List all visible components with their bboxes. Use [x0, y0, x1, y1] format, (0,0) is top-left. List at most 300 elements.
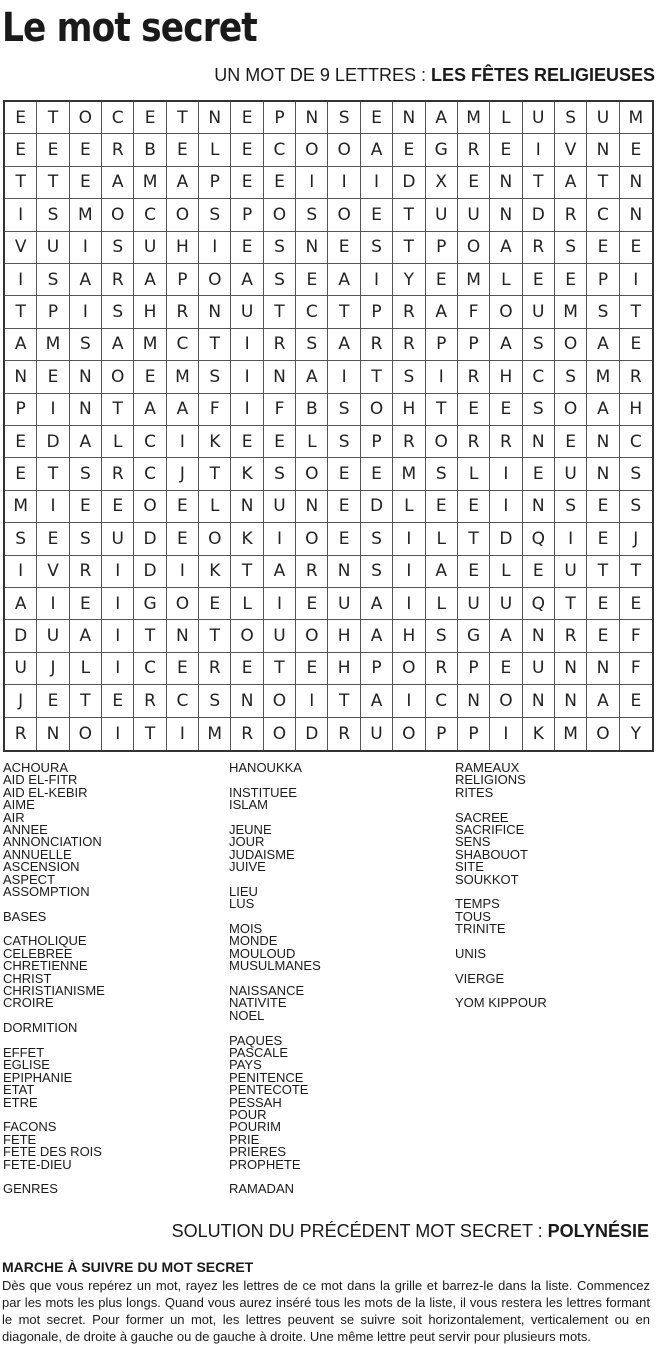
- grid-cell[interactable]: S: [328, 394, 360, 426]
- grid-cell[interactable]: L: [426, 588, 458, 620]
- grid-cell[interactable]: N: [70, 361, 102, 393]
- grid-cell[interactable]: I: [102, 588, 134, 620]
- grid-cell[interactable]: I: [5, 556, 37, 588]
- grid-cell[interactable]: I: [393, 556, 425, 588]
- grid-cell[interactable]: S: [361, 556, 393, 588]
- grid-cell[interactable]: S: [393, 361, 425, 393]
- grid-cell[interactable]: E: [523, 556, 555, 588]
- grid-cell[interactable]: E: [328, 523, 360, 555]
- grid-cell[interactable]: G: [426, 134, 458, 166]
- grid-cell[interactable]: T: [134, 718, 166, 750]
- grid-cell[interactable]: A: [264, 556, 296, 588]
- grid-cell[interactable]: H: [328, 653, 360, 685]
- grid-cell[interactable]: D: [296, 718, 328, 750]
- grid-cell[interactable]: K: [523, 718, 555, 750]
- grid-cell[interactable]: R: [523, 232, 555, 264]
- grid-cell[interactable]: F: [199, 394, 231, 426]
- grid-cell[interactable]: E: [70, 167, 102, 199]
- grid-cell[interactable]: I: [393, 588, 425, 620]
- grid-cell[interactable]: V: [555, 134, 587, 166]
- grid-cell[interactable]: A: [70, 620, 102, 652]
- grid-cell[interactable]: O: [490, 685, 522, 717]
- grid-cell[interactable]: N: [490, 199, 522, 231]
- grid-cell[interactable]: O: [167, 199, 199, 231]
- grid-cell[interactable]: N: [555, 685, 587, 717]
- grid-cell[interactable]: E: [231, 167, 263, 199]
- grid-cell[interactable]: E: [167, 523, 199, 555]
- grid-cell[interactable]: N: [523, 685, 555, 717]
- grid-cell[interactable]: P: [458, 329, 490, 361]
- grid-cell[interactable]: E: [328, 458, 360, 490]
- grid-cell[interactable]: C: [587, 199, 619, 231]
- grid-cell[interactable]: H: [393, 620, 425, 652]
- grid-cell[interactable]: U: [523, 296, 555, 328]
- grid-cell[interactable]: A: [231, 264, 263, 296]
- grid-cell[interactable]: E: [167, 134, 199, 166]
- grid-cell[interactable]: A: [587, 394, 619, 426]
- grid-cell[interactable]: E: [587, 523, 619, 555]
- grid-cell[interactable]: U: [264, 491, 296, 523]
- grid-cell[interactable]: E: [361, 102, 393, 134]
- grid-cell[interactable]: H: [393, 394, 425, 426]
- grid-cell[interactable]: A: [134, 394, 166, 426]
- grid-cell[interactable]: E: [199, 588, 231, 620]
- grid-cell[interactable]: E: [523, 264, 555, 296]
- grid-cell[interactable]: O: [102, 199, 134, 231]
- grid-cell[interactable]: S: [296, 199, 328, 231]
- grid-cell[interactable]: N: [620, 199, 652, 231]
- grid-cell[interactable]: R: [70, 556, 102, 588]
- grid-cell[interactable]: R: [393, 426, 425, 458]
- grid-cell[interactable]: O: [555, 394, 587, 426]
- grid-cell[interactable]: O: [296, 523, 328, 555]
- grid-cell[interactable]: O: [70, 718, 102, 750]
- grid-cell[interactable]: A: [426, 102, 458, 134]
- grid-cell[interactable]: J: [37, 653, 69, 685]
- grid-cell[interactable]: M: [555, 718, 587, 750]
- grid-cell[interactable]: P: [167, 264, 199, 296]
- grid-cell[interactable]: T: [620, 296, 652, 328]
- grid-cell[interactable]: E: [37, 361, 69, 393]
- grid-cell[interactable]: A: [102, 167, 134, 199]
- grid-cell[interactable]: I: [328, 361, 360, 393]
- grid-cell[interactable]: E: [587, 588, 619, 620]
- grid-cell[interactable]: E: [296, 264, 328, 296]
- grid-cell[interactable]: T: [231, 556, 263, 588]
- grid-cell[interactable]: A: [361, 685, 393, 717]
- grid-cell[interactable]: S: [37, 199, 69, 231]
- grid-cell[interactable]: U: [5, 653, 37, 685]
- grid-cell[interactable]: T: [5, 296, 37, 328]
- grid-cell[interactable]: U: [458, 199, 490, 231]
- grid-cell[interactable]: P: [264, 102, 296, 134]
- grid-cell[interactable]: S: [70, 458, 102, 490]
- grid-cell[interactable]: Q: [523, 588, 555, 620]
- grid-cell[interactable]: I: [296, 167, 328, 199]
- grid-cell[interactable]: M: [458, 102, 490, 134]
- grid-cell[interactable]: S: [587, 296, 619, 328]
- grid-cell[interactable]: S: [426, 620, 458, 652]
- grid-cell[interactable]: R: [555, 620, 587, 652]
- grid-cell[interactable]: O: [231, 620, 263, 652]
- grid-cell[interactable]: A: [587, 329, 619, 361]
- grid-cell[interactable]: U: [587, 102, 619, 134]
- grid-cell[interactable]: R: [328, 718, 360, 750]
- grid-cell[interactable]: S: [361, 523, 393, 555]
- grid-cell[interactable]: E: [37, 134, 69, 166]
- grid-cell[interactable]: M: [620, 102, 652, 134]
- grid-cell[interactable]: T: [328, 685, 360, 717]
- grid-cell[interactable]: C: [426, 685, 458, 717]
- grid-cell[interactable]: R: [458, 134, 490, 166]
- grid-cell[interactable]: A: [167, 394, 199, 426]
- grid-cell[interactable]: I: [70, 296, 102, 328]
- grid-cell[interactable]: N: [620, 167, 652, 199]
- grid-cell[interactable]: P: [361, 653, 393, 685]
- grid-cell[interactable]: S: [102, 232, 134, 264]
- grid-cell[interactable]: P: [458, 718, 490, 750]
- grid-cell[interactable]: N: [296, 232, 328, 264]
- grid-cell[interactable]: O: [458, 232, 490, 264]
- grid-cell[interactable]: C: [134, 458, 166, 490]
- grid-cell[interactable]: S: [5, 523, 37, 555]
- grid-cell[interactable]: S: [620, 458, 652, 490]
- grid-cell[interactable]: D: [361, 491, 393, 523]
- grid-cell[interactable]: E: [296, 653, 328, 685]
- grid-cell[interactable]: O: [361, 394, 393, 426]
- grid-cell[interactable]: E: [231, 102, 263, 134]
- grid-cell[interactable]: E: [5, 102, 37, 134]
- grid-cell[interactable]: F: [264, 394, 296, 426]
- grid-cell[interactable]: I: [555, 523, 587, 555]
- grid-cell[interactable]: U: [102, 523, 134, 555]
- grid-cell[interactable]: R: [134, 685, 166, 717]
- grid-cell[interactable]: U: [37, 232, 69, 264]
- grid-cell[interactable]: A: [328, 264, 360, 296]
- grid-cell[interactable]: I: [70, 232, 102, 264]
- grid-cell[interactable]: U: [523, 653, 555, 685]
- grid-cell[interactable]: N: [458, 685, 490, 717]
- grid-cell[interactable]: I: [37, 394, 69, 426]
- grid-cell[interactable]: R: [264, 329, 296, 361]
- grid-cell[interactable]: E: [231, 653, 263, 685]
- grid-cell[interactable]: A: [490, 232, 522, 264]
- grid-cell[interactable]: E: [70, 491, 102, 523]
- grid-cell[interactable]: L: [231, 588, 263, 620]
- grid-cell[interactable]: S: [328, 102, 360, 134]
- grid-cell[interactable]: I: [102, 556, 134, 588]
- grid-cell[interactable]: M: [134, 167, 166, 199]
- grid-cell[interactable]: R: [620, 361, 652, 393]
- grid-cell[interactable]: O: [393, 653, 425, 685]
- grid-cell[interactable]: S: [102, 296, 134, 328]
- grid-cell[interactable]: E: [328, 491, 360, 523]
- grid-cell[interactable]: T: [37, 167, 69, 199]
- grid-cell[interactable]: S: [264, 232, 296, 264]
- grid-cell[interactable]: L: [490, 264, 522, 296]
- grid-cell[interactable]: M: [37, 329, 69, 361]
- grid-cell[interactable]: P: [426, 232, 458, 264]
- grid-cell[interactable]: E: [231, 426, 263, 458]
- grid-cell[interactable]: L: [490, 102, 522, 134]
- grid-cell[interactable]: I: [490, 718, 522, 750]
- grid-cell[interactable]: S: [264, 264, 296, 296]
- grid-cell[interactable]: T: [361, 361, 393, 393]
- grid-cell[interactable]: M: [458, 264, 490, 296]
- grid-cell[interactable]: I: [167, 556, 199, 588]
- grid-cell[interactable]: S: [555, 361, 587, 393]
- grid-cell[interactable]: I: [199, 232, 231, 264]
- grid-cell[interactable]: I: [264, 588, 296, 620]
- grid-cell[interactable]: S: [199, 199, 231, 231]
- grid-cell[interactable]: F: [620, 653, 652, 685]
- grid-cell[interactable]: M: [199, 718, 231, 750]
- grid-cell[interactable]: E: [587, 620, 619, 652]
- grid-cell[interactable]: A: [490, 329, 522, 361]
- grid-cell[interactable]: F: [620, 620, 652, 652]
- grid-cell[interactable]: B: [134, 134, 166, 166]
- grid-cell[interactable]: U: [361, 718, 393, 750]
- grid-cell[interactable]: R: [458, 426, 490, 458]
- grid-cell[interactable]: H: [134, 296, 166, 328]
- grid-cell[interactable]: S: [264, 458, 296, 490]
- grid-cell[interactable]: O: [70, 102, 102, 134]
- grid-cell[interactable]: I: [231, 329, 263, 361]
- grid-cell[interactable]: N: [167, 620, 199, 652]
- grid-cell[interactable]: T: [134, 620, 166, 652]
- grid-cell[interactable]: J: [620, 523, 652, 555]
- grid-cell[interactable]: A: [426, 556, 458, 588]
- grid-cell[interactable]: P: [5, 394, 37, 426]
- grid-cell[interactable]: R: [167, 296, 199, 328]
- grid-cell[interactable]: P: [426, 718, 458, 750]
- grid-cell[interactable]: I: [328, 167, 360, 199]
- grid-cell[interactable]: A: [361, 588, 393, 620]
- grid-cell[interactable]: T: [587, 167, 619, 199]
- grid-cell[interactable]: M: [393, 458, 425, 490]
- grid-cell[interactable]: E: [587, 232, 619, 264]
- grid-cell[interactable]: I: [231, 394, 263, 426]
- grid-cell[interactable]: N: [587, 426, 619, 458]
- grid-cell[interactable]: D: [37, 426, 69, 458]
- grid-cell[interactable]: S: [70, 523, 102, 555]
- grid-cell[interactable]: E: [490, 394, 522, 426]
- grid-cell[interactable]: C: [264, 134, 296, 166]
- grid-cell[interactable]: O: [393, 718, 425, 750]
- grid-cell[interactable]: E: [361, 458, 393, 490]
- grid-cell[interactable]: E: [426, 491, 458, 523]
- grid-cell[interactable]: A: [361, 134, 393, 166]
- grid-cell[interactable]: D: [523, 199, 555, 231]
- grid-cell[interactable]: I: [523, 134, 555, 166]
- grid-cell[interactable]: N: [70, 394, 102, 426]
- grid-cell[interactable]: L: [426, 523, 458, 555]
- grid-cell[interactable]: E: [167, 653, 199, 685]
- grid-cell[interactable]: A: [328, 329, 360, 361]
- grid-cell[interactable]: I: [361, 167, 393, 199]
- grid-cell[interactable]: O: [426, 426, 458, 458]
- grid-cell[interactable]: E: [620, 685, 652, 717]
- grid-cell[interactable]: E: [555, 264, 587, 296]
- grid-cell[interactable]: O: [555, 329, 587, 361]
- grid-cell[interactable]: R: [102, 264, 134, 296]
- grid-cell[interactable]: M: [167, 361, 199, 393]
- grid-cell[interactable]: A: [167, 167, 199, 199]
- grid-cell[interactable]: E: [264, 426, 296, 458]
- grid-cell[interactable]: I: [490, 458, 522, 490]
- grid-cell[interactable]: E: [264, 167, 296, 199]
- grid-cell[interactable]: U: [490, 588, 522, 620]
- grid-cell[interactable]: O: [296, 620, 328, 652]
- grid-cell[interactable]: N: [490, 167, 522, 199]
- grid-cell[interactable]: O: [264, 718, 296, 750]
- grid-cell[interactable]: T: [620, 556, 652, 588]
- grid-cell[interactable]: D: [490, 523, 522, 555]
- grid-cell[interactable]: E: [328, 232, 360, 264]
- grid-cell[interactable]: C: [620, 426, 652, 458]
- grid-cell[interactable]: L: [296, 426, 328, 458]
- grid-cell[interactable]: E: [490, 653, 522, 685]
- grid-cell[interactable]: A: [70, 426, 102, 458]
- grid-cell[interactable]: C: [523, 361, 555, 393]
- grid-cell[interactable]: T: [426, 394, 458, 426]
- grid-cell[interactable]: H: [490, 361, 522, 393]
- grid-cell[interactable]: R: [393, 296, 425, 328]
- grid-cell[interactable]: I: [296, 685, 328, 717]
- grid-cell[interactable]: T: [199, 329, 231, 361]
- grid-cell[interactable]: L: [393, 491, 425, 523]
- grid-cell[interactable]: I: [167, 426, 199, 458]
- grid-cell[interactable]: I: [264, 523, 296, 555]
- grid-cell[interactable]: N: [523, 620, 555, 652]
- grid-cell[interactable]: S: [199, 361, 231, 393]
- grid-cell[interactable]: S: [523, 329, 555, 361]
- grid-cell[interactable]: B: [296, 394, 328, 426]
- grid-cell[interactable]: E: [70, 588, 102, 620]
- grid-cell[interactable]: G: [458, 620, 490, 652]
- grid-cell[interactable]: C: [167, 685, 199, 717]
- grid-cell[interactable]: T: [199, 620, 231, 652]
- grid-cell[interactable]: K: [231, 458, 263, 490]
- grid-cell[interactable]: A: [70, 264, 102, 296]
- grid-cell[interactable]: J: [167, 458, 199, 490]
- grid-cell[interactable]: N: [587, 653, 619, 685]
- grid-cell[interactable]: T: [199, 458, 231, 490]
- grid-cell[interactable]: A: [555, 167, 587, 199]
- grid-cell[interactable]: E: [426, 264, 458, 296]
- grid-cell[interactable]: T: [393, 232, 425, 264]
- grid-cell[interactable]: Q: [523, 523, 555, 555]
- grid-cell[interactable]: O: [328, 134, 360, 166]
- grid-cell[interactable]: R: [426, 653, 458, 685]
- grid-cell[interactable]: E: [620, 588, 652, 620]
- grid-cell[interactable]: E: [587, 491, 619, 523]
- grid-cell[interactable]: N: [199, 296, 231, 328]
- grid-cell[interactable]: T: [102, 394, 134, 426]
- grid-cell[interactable]: A: [134, 264, 166, 296]
- grid-cell[interactable]: I: [231, 361, 263, 393]
- grid-cell[interactable]: U: [231, 296, 263, 328]
- grid-cell[interactable]: E: [620, 329, 652, 361]
- grid-cell[interactable]: P: [199, 167, 231, 199]
- grid-cell[interactable]: F: [458, 296, 490, 328]
- grid-cell[interactable]: M: [5, 491, 37, 523]
- grid-cell[interactable]: S: [328, 426, 360, 458]
- grid-cell[interactable]: T: [587, 556, 619, 588]
- grid-cell[interactable]: V: [37, 556, 69, 588]
- grid-cell[interactable]: O: [296, 458, 328, 490]
- grid-cell[interactable]: E: [620, 134, 652, 166]
- grid-cell[interactable]: C: [134, 199, 166, 231]
- grid-cell[interactable]: A: [361, 620, 393, 652]
- grid-cell[interactable]: D: [134, 556, 166, 588]
- grid-cell[interactable]: E: [134, 102, 166, 134]
- grid-cell[interactable]: E: [458, 394, 490, 426]
- grid-cell[interactable]: U: [555, 458, 587, 490]
- grid-cell[interactable]: T: [523, 167, 555, 199]
- grid-cell[interactable]: O: [328, 199, 360, 231]
- grid-cell[interactable]: E: [458, 167, 490, 199]
- grid-cell[interactable]: N: [5, 361, 37, 393]
- grid-cell[interactable]: I: [5, 264, 37, 296]
- grid-cell[interactable]: E: [523, 458, 555, 490]
- grid-cell[interactable]: C: [134, 653, 166, 685]
- grid-cell[interactable]: P: [458, 653, 490, 685]
- grid-cell[interactable]: A: [296, 361, 328, 393]
- grid-cell[interactable]: R: [296, 556, 328, 588]
- grid-cell[interactable]: O: [490, 296, 522, 328]
- grid-cell[interactable]: U: [426, 199, 458, 231]
- grid-cell[interactable]: D: [134, 523, 166, 555]
- grid-cell[interactable]: E: [458, 491, 490, 523]
- grid-cell[interactable]: L: [490, 556, 522, 588]
- grid-cell[interactable]: G: [134, 588, 166, 620]
- grid-cell[interactable]: N: [296, 491, 328, 523]
- grid-cell[interactable]: L: [102, 426, 134, 458]
- grid-cell[interactable]: R: [199, 653, 231, 685]
- grid-cell[interactable]: P: [587, 264, 619, 296]
- grid-cell[interactable]: O: [264, 685, 296, 717]
- grid-cell[interactable]: E: [37, 523, 69, 555]
- grid-cell[interactable]: E: [490, 134, 522, 166]
- grid-cell[interactable]: T: [393, 199, 425, 231]
- grid-cell[interactable]: P: [361, 426, 393, 458]
- grid-cell[interactable]: H: [328, 620, 360, 652]
- grid-cell[interactable]: N: [264, 361, 296, 393]
- grid-cell[interactable]: R: [102, 134, 134, 166]
- grid-cell[interactable]: L: [199, 491, 231, 523]
- grid-cell[interactable]: S: [620, 491, 652, 523]
- grid-cell[interactable]: D: [5, 620, 37, 652]
- grid-cell[interactable]: T: [167, 102, 199, 134]
- grid-cell[interactable]: E: [5, 458, 37, 490]
- grid-cell[interactable]: E: [5, 134, 37, 166]
- grid-cell[interactable]: S: [70, 329, 102, 361]
- grid-cell[interactable]: C: [167, 329, 199, 361]
- grid-cell[interactable]: C: [102, 102, 134, 134]
- grid-cell[interactable]: P: [361, 296, 393, 328]
- grid-cell[interactable]: A: [426, 296, 458, 328]
- grid-cell[interactable]: K: [231, 523, 263, 555]
- grid-cell[interactable]: S: [199, 685, 231, 717]
- grid-cell[interactable]: M: [555, 296, 587, 328]
- grid-cell[interactable]: R: [555, 199, 587, 231]
- grid-cell[interactable]: T: [328, 296, 360, 328]
- grid-cell[interactable]: I: [167, 718, 199, 750]
- grid-cell[interactable]: H: [620, 394, 652, 426]
- grid-cell[interactable]: R: [490, 426, 522, 458]
- grid-cell[interactable]: T: [555, 588, 587, 620]
